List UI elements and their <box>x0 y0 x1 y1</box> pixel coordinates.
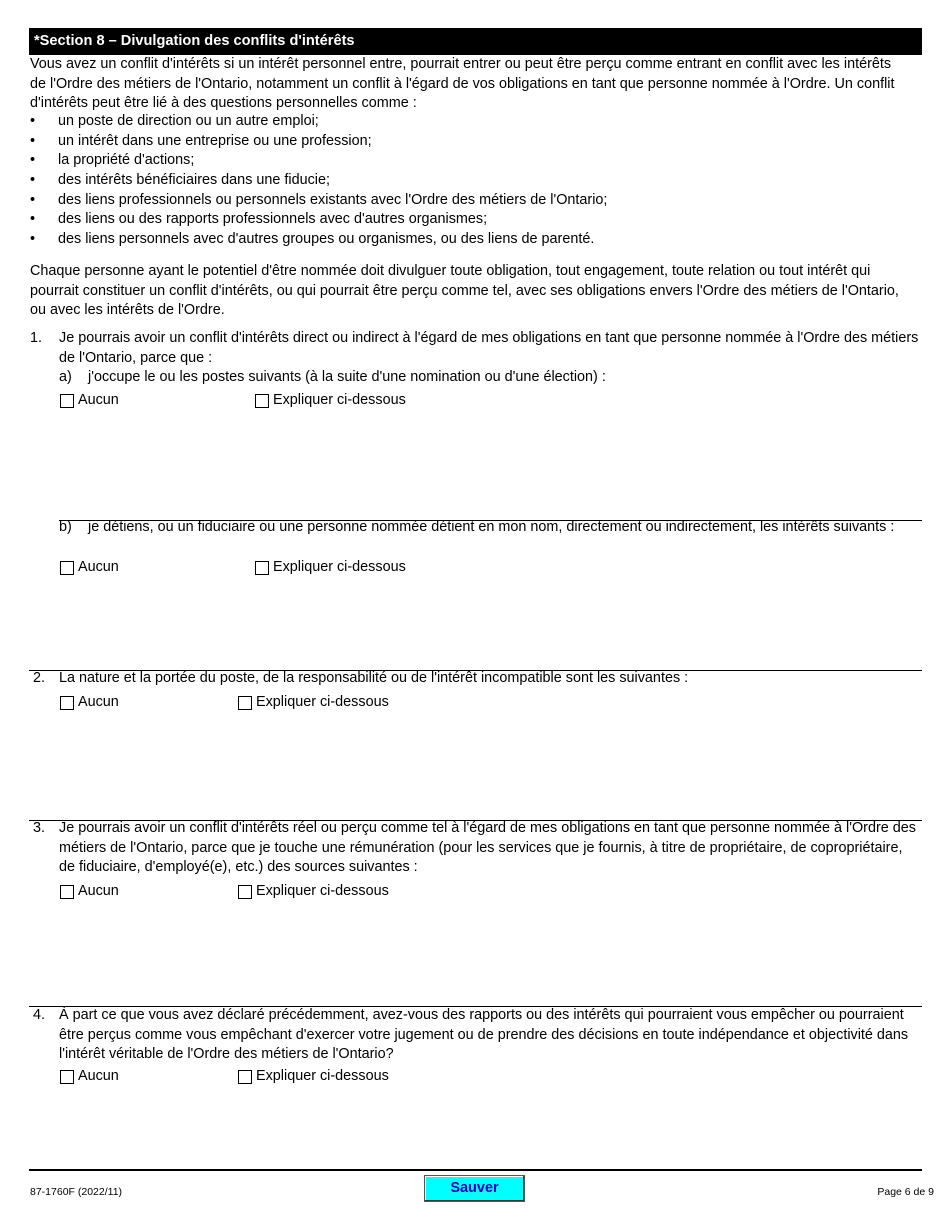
q1b-none-option[interactable]: Aucun <box>60 559 119 577</box>
conflict-examples-list <box>30 112 910 250</box>
question-text: Je pourrais avoir un conflit d'intérêts réel ou perçu comme tel à l'égard de mes obligations en tant que personne nommée à l'Ordre des métiers de l'Ontario, parce que je touche une rémunération (pour les services que je fournis, à titre de propriétaire, de copropriétaire, de fiduciaire, d'employé(e), etc.) des sources suivantes : <box>59 820 916 875</box>
q1a-none-checkbox[interactable] <box>60 394 74 408</box>
bullet-icon: • <box>30 113 36 129</box>
list-item: • des liens ou des rapports professionnels avec d'autres organismes; <box>30 210 910 230</box>
q4-explain-checkbox[interactable] <box>238 1070 252 1084</box>
q4-none-checkbox[interactable] <box>60 1070 74 1084</box>
question-text: À part ce que vous avez déclaré précédemment, avez-vous des rapports ou des intérêts qui pourraient vous empêcher ou pourraient être perçus comme vous empêchant d'exercer votre jugement ou de prendre des décisions en toute indépendance et objectivité dans l'intérêt véritable de l'Ordre des métiers de l'Ontario? <box>59 1007 909 1062</box>
intro-paragraph: Vous avez un conflit d'intérêts si un intérêt personnel entre, pourrait entrer ou peut être perçu comme entrant en conflit avec les intérêts de l'Ordre des métiers de l'Ontario, notamment un conflit à l'égard de vos obligations en tant que personne nommée à l'Ordre. Un conflit d'intérêts peut être lié à des questions personnelles comme : <box>30 56 895 111</box>
sub-text: je détiens, ou un fiduciaire ou une personne nommée détient en mon nom, directement ou indirectement, les intérêts suivants : <box>88 519 895 535</box>
bullet-icon: • <box>30 231 36 248</box>
list-item: • la propriété d'actions; <box>30 151 910 171</box>
list-item: • des intérêts bénéficiaires dans une fiducie; <box>30 171 910 191</box>
q3-explain-checkbox[interactable] <box>238 885 252 899</box>
list-item: • un intérêt dans une entreprise ou une profession; <box>30 132 910 152</box>
q1a-explain-option[interactable]: Expliquer ci-dessous <box>255 392 406 410</box>
q2-explain-checkbox[interactable] <box>238 696 252 710</box>
list-item: • des liens personnels avec d'autres groupes ou organismes, ou des liens de parenté. <box>30 230 910 250</box>
q1b-explain-option[interactable]: Expliquer ci-dessous <box>255 559 406 577</box>
q3-none-option[interactable]: Aucun <box>60 883 119 901</box>
sub-label: a) <box>59 369 72 385</box>
q4-none-option[interactable]: Aucun <box>60 1068 119 1086</box>
question-text: Je pourrais avoir un conflit d'intérêts direct ou indirect à l'égard de mes obligations en tant que personne nommée à l'Ordre des métiers de l'Ontario, parce que : <box>59 330 919 366</box>
question-number: 1. <box>30 330 43 346</box>
list-item: • des liens professionnels ou personnels existants avec l'Ordre des métiers de l'Ontario; <box>30 191 910 211</box>
q2-none-option[interactable]: Aucun <box>60 694 119 712</box>
list-item: • un poste de direction ou un autre emploi; <box>30 112 910 132</box>
bullet-icon: • <box>30 191 36 208</box>
q3-none-checkbox[interactable] <box>60 885 74 899</box>
q1b-none-checkbox[interactable] <box>60 561 74 575</box>
question-number: 4. <box>33 1007 46 1023</box>
save-button[interactable]: Sauver <box>424 1175 525 1202</box>
q1b-explain-checkbox[interactable] <box>255 561 269 575</box>
question-number: 3. <box>33 820 46 836</box>
q3-explain-option[interactable]: Expliquer ci-dessous <box>238 883 389 901</box>
page-number: Page 6 de 9 <box>877 1186 934 1198</box>
q1a-none-option[interactable]: Aucun <box>60 392 119 410</box>
bullet-icon: • <box>30 152 36 169</box>
q2-explain-option[interactable]: Expliquer ci-dessous <box>238 694 389 712</box>
sub-text: j'occupe le ou les postes suivants (à la suite d'une nomination ou d'une élection) : <box>88 369 606 385</box>
bullet-icon: • <box>30 172 36 189</box>
q4-explain-option[interactable]: Expliquer ci-dessous <box>238 1068 389 1086</box>
section-8-header: *Section 8 – Divulgation des conflits d'intérêts <box>29 28 922 55</box>
sub-label: b) <box>59 519 72 535</box>
question-text: La nature et la portée du poste, de la responsabilité ou de l'intérêt incompatible sont les suivantes : <box>59 670 689 686</box>
form-number: 87-1760F (2022/11) <box>30 1186 123 1198</box>
bullet-icon: • <box>30 132 36 149</box>
q1a-explain-checkbox[interactable] <box>255 394 269 408</box>
footer-divider <box>29 1169 922 1171</box>
bullet-icon: • <box>30 211 36 228</box>
q2-none-checkbox[interactable] <box>60 696 74 710</box>
disclosure-paragraph: Chaque personne ayant le potentiel d'être nommée doit divulguer toute obligation, tout engagement, toute relation ou tout intérêt qui pourrait constituer un conflit d'intérêts, ou qui pourrait être perçu comme tel, avec ses obligations envers l'Ordre des métiers de l'Ontario, ou avec les intérêts de l'Ordre. <box>30 263 899 318</box>
question-number: 2. <box>33 670 46 686</box>
